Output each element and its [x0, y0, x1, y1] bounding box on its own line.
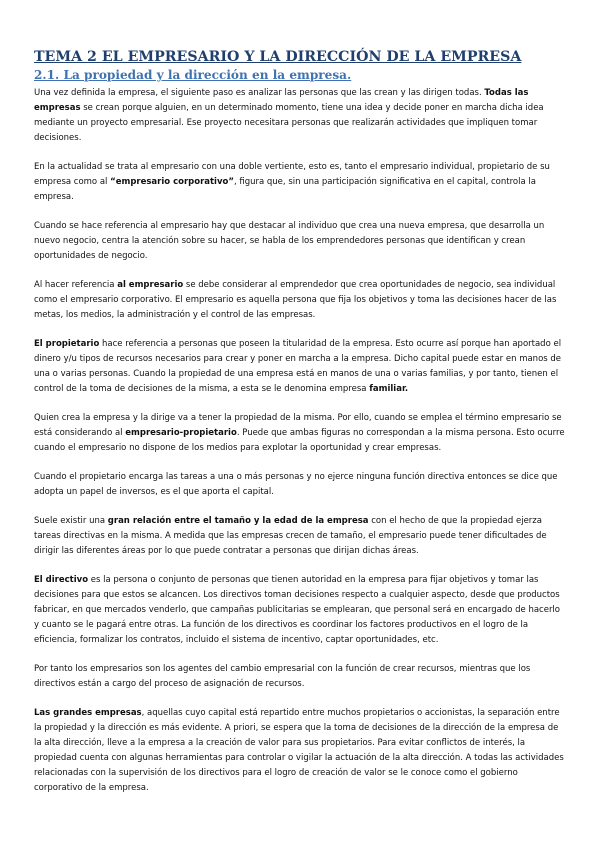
- text-run: hace referencia a personas que poseen la titularidad de la empresa. Esto ocurre así porque han aportado el dinero y/u tipos de recursos necesarios para crear y poner en marcha a la empresa. Dicho capital puede estar en manos de una o varias personas. Cuando la propiedad de una empresa está en manos de una o varias familias, y por tanto, tienen el control de la toma de decisiones de la misma, a esta se le denomina empresa: [34, 339, 562, 394]
- paragraph-1: [34, 86, 565, 146]
- text-run: es la persona o conjunto de personas que tienen autoridad en la empresa para fijar objetivos y tomar las decisiones para que estos se alcancen. Los directivos toman decisiones respecto a cualquier aspecto, desde que productos fabricar, en que mercados venderlo, que campañas publicitarias se emplearan, que personal será en encargado de hacerlo y cuanto se le pagará entre otras. La función de los directivos es coordinar los factores productivos en el logro de la eficiencia, formalizar los contratos, incluido el sistema de incentivo, captar oportunidades, etc.: [34, 575, 560, 645]
- bold-term: El propietario: [34, 339, 100, 349]
- paragraph-10: [34, 662, 565, 692]
- text-run: Cuando se hace referencia al empresario hay que destacar al individuo que crea una nueva empresa, que desarrolla un nuevo negocio, centra la atención sobre su hacer, se habla de los emprendedores personas que identifican y crean oportunidades de negocio.: [34, 221, 545, 261]
- bold-term: Las grandes empresas: [34, 708, 142, 718]
- body-text: [34, 86, 565, 796]
- text-run: se crean porque alguien, en un determinado momento, tiene una idea y decide poner en marcha dicha idea mediante un proyecto empresarial. Ese proyecto necesitara personas que realizarán actividades que impliquen tomar decisiones.: [34, 103, 544, 143]
- bold-term: al empresario: [117, 280, 184, 290]
- paragraph-8: [34, 514, 565, 559]
- text-run: Una vez definida la empresa, el siguiente paso es analizar las personas que las crean y las dirigen todas.: [34, 88, 485, 98]
- text-run: Por tanto los empresarios son los agentes del cambio empresarial con la función de crear recursos, mientras que los directivos están a cargo del proceso de asignación de recursos.: [34, 664, 531, 689]
- bold-term: “empresario corporativo”: [110, 177, 234, 187]
- page-title: TEMA 2 EL EMPRESARIO Y LA DIRECCIÓN DE LA EMPRESA: [34, 49, 522, 65]
- text-run: En la actualidad se trata al empresario con una doble vertiente, esto es, tanto el empresario individual, propietario de su empresa como al: [34, 162, 550, 187]
- text-run: Quien crea la empresa y la dirige va a tener la propiedad de la misma. Por ello, cuando se emplea el término empresario se está considerando al: [34, 413, 562, 438]
- paragraph-5: [34, 337, 565, 397]
- text-run: con el hecho de que la propiedad ejerza tareas directivas en la misma. A medida que las empresas crecen de tamaño, el empresario puede tener dificultades de dirigir las diferentes áreas por lo que puede contratar a personas que dirijan dichas áreas.: [34, 516, 547, 556]
- section-heading: 2.1. La propiedad y la dirección en la empresa.: [34, 68, 352, 82]
- paragraph-6: [34, 411, 565, 456]
- text-run: Suele existir una: [34, 516, 108, 526]
- paragraph-3: [34, 219, 565, 264]
- paragraph-7: [34, 470, 565, 500]
- text-run: Cuando el propietario encarga las tareas a una o más personas y no ejerce ninguna función directiva entonces se dice que adopta un papel de inversos, es el que aporta el capital.: [34, 472, 558, 497]
- bold-term: El directivo: [34, 575, 89, 585]
- paragraph-9: [34, 573, 565, 648]
- text-run: se debe considerar al emprendedor que crea oportunidades de negocio, sea individual como el empresario corporativo. El empresario es aquella persona que fija los objetivos y toma las decisiones hacer de las metas, los medios, la administración y el control de las empresas.: [34, 280, 557, 320]
- bold-term: gran relación entre el tamaño y la edad de la empresa: [107, 516, 369, 526]
- paragraph-11: [34, 706, 565, 796]
- bold-term: empresario-propietario: [125, 428, 237, 438]
- text-run: , figura que, sin una participación significativa en el capital, controla la empresa.: [34, 177, 536, 202]
- text-run: Al hacer referencia: [34, 280, 118, 290]
- text-run: . Puede que ambas figuras no correspondan a la misma persona. Esto ocurre cuando el empresario no dispone de los medios para explotar la oportunidad y crear empresas.: [34, 428, 565, 453]
- bold-term: Todas las empresas: [34, 88, 529, 113]
- text-run: , aquellas cuyo capital está repartido entre muchos propietarios o accionistas, la separación entre la propiedad y la dirección es más evidente. A priori, se espera que la toma de decisiones de la dirección de la empresa de la alta dirección, lleve a la empresa a la creación de valor para sus propietarios. Para evitar conflictos de interés, la propiedad cuenta con algunas herramientas para controlar o vigilar la actuación de la alta dirección. A todas las actividades relacionadas con la supervisión de los directivos para el logro de creación de valor se le conoce como el gobierno corporativo de la empresa.: [34, 708, 564, 793]
- paragraph-4: [34, 278, 565, 323]
- paragraph-2: [34, 160, 565, 205]
- bold-term: familiar.: [369, 384, 409, 394]
